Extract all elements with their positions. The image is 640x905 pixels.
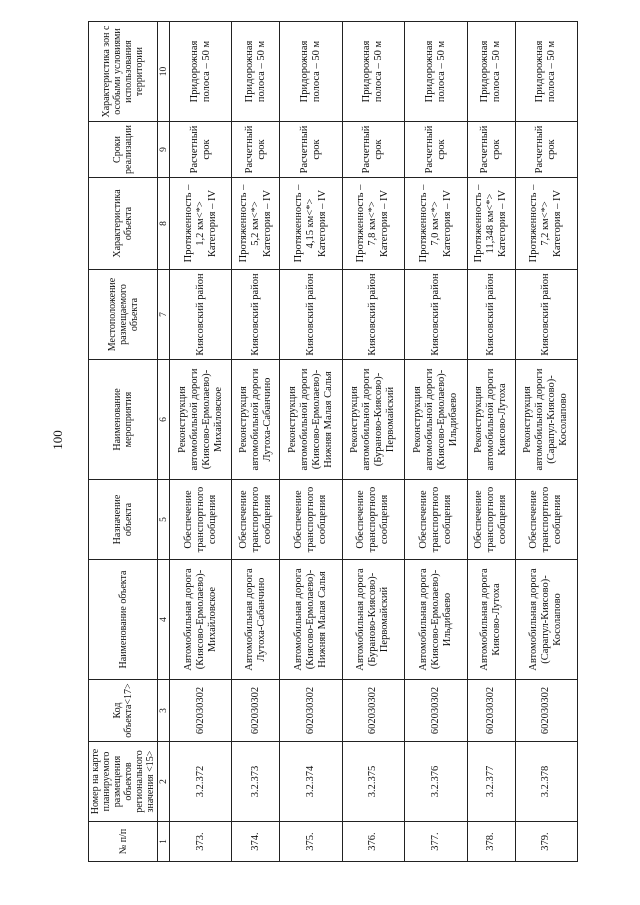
- cell-zone: Придорожная полоса – 50 м: [467, 22, 515, 122]
- cell-zone: Придорожная полоса – 50 м: [515, 22, 578, 122]
- column-number: 9: [158, 122, 170, 178]
- cell-location: Киясовский район: [170, 270, 232, 360]
- cell-object-name: Автомобильная дорога Лутоха-Сабанчино: [232, 560, 280, 680]
- cell-term: Расчетный срок: [280, 122, 342, 178]
- cell-number: 376.: [342, 822, 404, 862]
- cell-location: Киясовский район: [405, 270, 467, 360]
- table-row: [467, 22, 515, 862]
- header-cell: Характеристика объекта: [89, 178, 158, 270]
- cell-zone: Придорожная полоса – 50 м: [280, 22, 342, 122]
- cell-object-name: Автомобильная дорога Киясово-Лутоха: [467, 560, 515, 680]
- cell-number: 373.: [170, 822, 232, 862]
- column-number: 6: [158, 360, 170, 480]
- cell-object-name: Автомобильная дорога (Киясово-Ермолаево)-Нижняя Малая Салья: [280, 560, 342, 680]
- rotated-page: [50, 15, 585, 870]
- cell-characteristic: Протяженность – 4,15 км<*> Категория – IV: [280, 178, 342, 270]
- cell-map-number: 3.2.374: [280, 742, 342, 822]
- header-cell: Назначение объекта: [89, 480, 158, 560]
- cell-object-purpose: Обеспечение транспортного сообщения: [467, 480, 515, 560]
- cell-number: 375.: [280, 822, 342, 862]
- cell-characteristic: Протяженность – 11,348 км<*> Категория – IV: [467, 178, 515, 270]
- cell-object-purpose: Обеспечение транспортного сообщения: [232, 480, 280, 560]
- cell-zone: Придорожная полоса – 50 м: [342, 22, 404, 122]
- cell-object-code: 602030302: [232, 680, 280, 742]
- cell-object-code: 602030302: [405, 680, 467, 742]
- cell-measure-name: Реконструкция автомобильной дороги (Киясово-Ермолаево)-Михайловское: [170, 360, 232, 480]
- cell-object-name: Автомобильная дорога (Бураново-Киясово)-Первомайский: [342, 560, 404, 680]
- cell-map-number: 3.2.376: [405, 742, 467, 822]
- cell-location: Киясовский район: [280, 270, 342, 360]
- cell-object-code: 602030302: [342, 680, 404, 742]
- cell-term: Расчетный срок: [405, 122, 467, 178]
- cell-number: 379.: [515, 822, 578, 862]
- cell-number: 377.: [405, 822, 467, 862]
- cell-object-purpose: Обеспечение транспортного сообщения: [170, 480, 232, 560]
- cell-object-name: Автомобильная дорога (Сарапул-Киясово)-Косолапово: [515, 560, 578, 680]
- cell-term: Расчетный срок: [515, 122, 578, 178]
- table-row: [280, 22, 342, 862]
- cell-measure-name: Реконструкция автомобильной дороги (Сарапул-Киясово)-Косолапово: [515, 360, 578, 480]
- cell-measure-name: Реконструкция автомобильной дороги Лутоха-Сабанчино: [232, 360, 280, 480]
- cell-term: Расчетный срок: [467, 122, 515, 178]
- header-cell: № п/п: [89, 822, 158, 862]
- cell-characteristic: Протяженность – 7,8 км<*> Категория – IV: [342, 178, 404, 270]
- header-cell: Номер на карте планируемого размещения объектов регионального значения <15>: [89, 742, 158, 822]
- table-row: [342, 22, 404, 862]
- cell-measure-name: Реконструкция автомобильной дороги (Киясово-Ермолаево)-Нижняя Малая Салья: [280, 360, 342, 480]
- cell-object-purpose: Обеспечение транспортного сообщения: [515, 480, 578, 560]
- column-number: 3: [158, 680, 170, 742]
- column-number: 1: [158, 822, 170, 862]
- cell-characteristic: Протяженность – 7,0 км<*> Категория – IV: [405, 178, 467, 270]
- cell-zone: Придорожная полоса – 50 м: [405, 22, 467, 122]
- header-cell: Сроки реализации: [89, 122, 158, 178]
- cell-zone: Придорожная полоса – 50 м: [232, 22, 280, 122]
- cell-object-code: 602030302: [170, 680, 232, 742]
- cell-object-code: 602030302: [280, 680, 342, 742]
- column-number-row: [158, 22, 170, 862]
- table-row: [170, 22, 232, 862]
- cell-map-number: 3.2.373: [232, 742, 280, 822]
- column-number: 2: [158, 742, 170, 822]
- cell-number: 374.: [232, 822, 280, 862]
- cell-characteristic: Протяженность – 5,2 км<*> Категория – IV: [232, 178, 280, 270]
- table-row: [405, 22, 467, 862]
- cell-object-purpose: Обеспечение транспортного сообщения: [342, 480, 404, 560]
- cell-characteristic: Протяженность – 1,2 км<*> Категория – IV: [170, 178, 232, 270]
- cell-term: Расчетный срок: [170, 122, 232, 178]
- cell-location: Киясовский район: [232, 270, 280, 360]
- cell-map-number: 3.2.372: [170, 742, 232, 822]
- table-row: [515, 22, 578, 862]
- column-number: 7: [158, 270, 170, 360]
- cell-map-number: 3.2.378: [515, 742, 578, 822]
- cell-zone: Придорожная полоса – 50 м: [170, 22, 232, 122]
- cell-map-number: 3.2.375: [342, 742, 404, 822]
- cell-characteristic: Протяженность – 7,2 км<*> Категория – IV: [515, 178, 578, 270]
- cell-location: Киясовский район: [342, 270, 404, 360]
- table-row: [232, 22, 280, 862]
- cell-measure-name: Реконструкция автомобильной дороги (Бураново-Киясово)-Первомайский: [342, 360, 404, 480]
- header-cell: Наименование мероприятия: [89, 360, 158, 480]
- page-number: 100: [50, 430, 65, 450]
- cell-term: Расчетный срок: [232, 122, 280, 178]
- cell-location: Киясовский район: [467, 270, 515, 360]
- cell-object-code: 602030302: [467, 680, 515, 742]
- cell-measure-name: Реконструкция автомобильной дороги Киясово-Лутоха: [467, 360, 515, 480]
- header-row: [89, 22, 158, 862]
- cell-location: Киясовский район: [515, 270, 578, 360]
- cell-object-name: Автомобильная дорога (Киясово-Ермолаево)-Михайловское: [170, 560, 232, 680]
- header-cell: Местоположение размещаемого объекта: [89, 270, 158, 360]
- cell-measure-name: Реконструкция автомобильной дороги (Киясово-Ермолаево)-Ильдибаево: [405, 360, 467, 480]
- cell-term: Расчетный срок: [342, 122, 404, 178]
- header-cell: Код объекта<17>: [89, 680, 158, 742]
- column-number: 8: [158, 178, 170, 270]
- header-cell: Наименование объекта: [89, 560, 158, 680]
- cell-object-name: Автомобильная дорога (Киясово-Ермолаево)-Ильдибаево: [405, 560, 467, 680]
- table-body: [170, 22, 578, 862]
- objects-table: [88, 21, 578, 862]
- cell-object-code: 602030302: [515, 680, 578, 742]
- cell-object-purpose: Обеспечение транспортного сообщения: [405, 480, 467, 560]
- header-cell: Характеристика зон с особыми условиями использования территории: [89, 22, 158, 122]
- column-number: 5: [158, 480, 170, 560]
- column-number: 10: [158, 22, 170, 122]
- cell-map-number: 3.2.377: [467, 742, 515, 822]
- column-number: 4: [158, 560, 170, 680]
- cell-number: 378.: [467, 822, 515, 862]
- cell-object-purpose: Обеспечение транспортного сообщения: [280, 480, 342, 560]
